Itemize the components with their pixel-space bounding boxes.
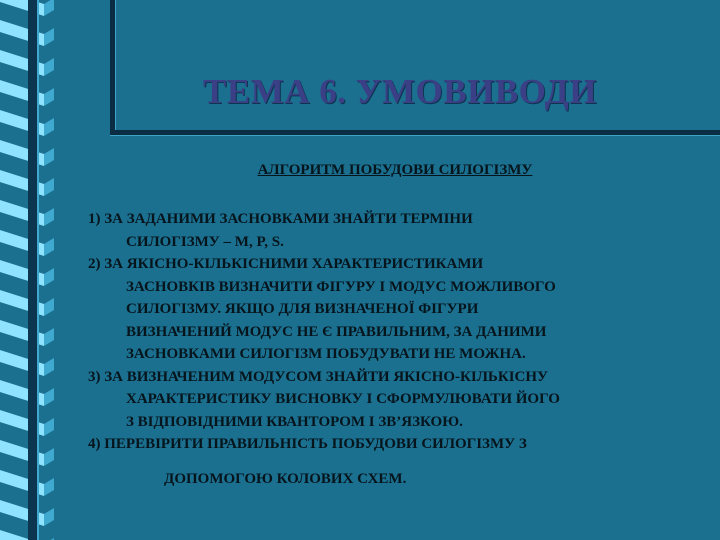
list-line: 2) ЗА ЯКІСНО-КІЛЬКІСНИМИ ХАРАКТЕРИСТИКАМИ [88, 256, 484, 272]
list-item-4 [88, 433, 713, 490]
list-line: З ВІДПОВІДНИМИ КВАНТОРОМ І ЗВ’ЯЗКОЮ. [126, 413, 463, 430]
list-item-2 [88, 253, 713, 366]
strip-spine-highlight [37, 0, 39, 540]
slide-title: ТЕМА 6. УМОВИВОДИ [203, 72, 597, 111]
decorative-strip [0, 0, 62, 540]
list-line: 4) ПЕРЕВІРИТИ ПРАВИЛЬНІСТЬ ПОБУДОВИ СИЛОГІЗМУ З [88, 436, 527, 452]
list-line: ДОПОМОГОЮ КОЛОВИХ СХЕМ. [164, 470, 407, 487]
strip-spine [28, 0, 37, 540]
slide-subtitle: АЛГОРИТМ ПОБУДОВИ СИЛОГІЗМУ [257, 162, 533, 178]
list-line: СИЛОГІЗМУ. ЯКЩО ДЛЯ ВИЗНАЧЕНОЇ ФІГУРИ [126, 301, 479, 317]
list-line: СИЛОГІЗМУ – M, P, S. [126, 233, 284, 250]
list-line: 1) ЗА ЗАДАНИМИ ЗАСНОВКАМИ ЗНАЙТИ ТЕРМІНИ [88, 211, 473, 227]
title-rule-vertical [110, 0, 115, 135]
list-line: ВИЗНАЧЕНИЙ МОДУС НЕ Є ПРАВИЛЬНИМ, ЗА ДАНИМИ [126, 323, 547, 340]
list-item-1 [88, 208, 713, 253]
list-line: ЗАСНОВКІВ ВИЗНАЧИТИ ФІГУРУ І МОДУС МОЖЛИВОГО [126, 278, 556, 295]
algorithm-list [88, 208, 713, 490]
title-rule-horizontal [110, 130, 720, 135]
list-line: ХАРАКТЕРИСТИКУ ВИСНОВКУ І СФОРМУЛЮВАТИ ЙОГО [126, 391, 560, 407]
list-line: ЗАСНОВКАМИ СИЛОГІЗМ ПОБУДУВАТИ НЕ МОЖНА. [126, 346, 526, 362]
list-item-3 [88, 366, 713, 434]
list-line: 3) ЗА ВИЗНАЧЕНИМ МОДУСОМ ЗНАЙТИ ЯКІСНО-КІЛЬКІСНУ [88, 368, 549, 385]
